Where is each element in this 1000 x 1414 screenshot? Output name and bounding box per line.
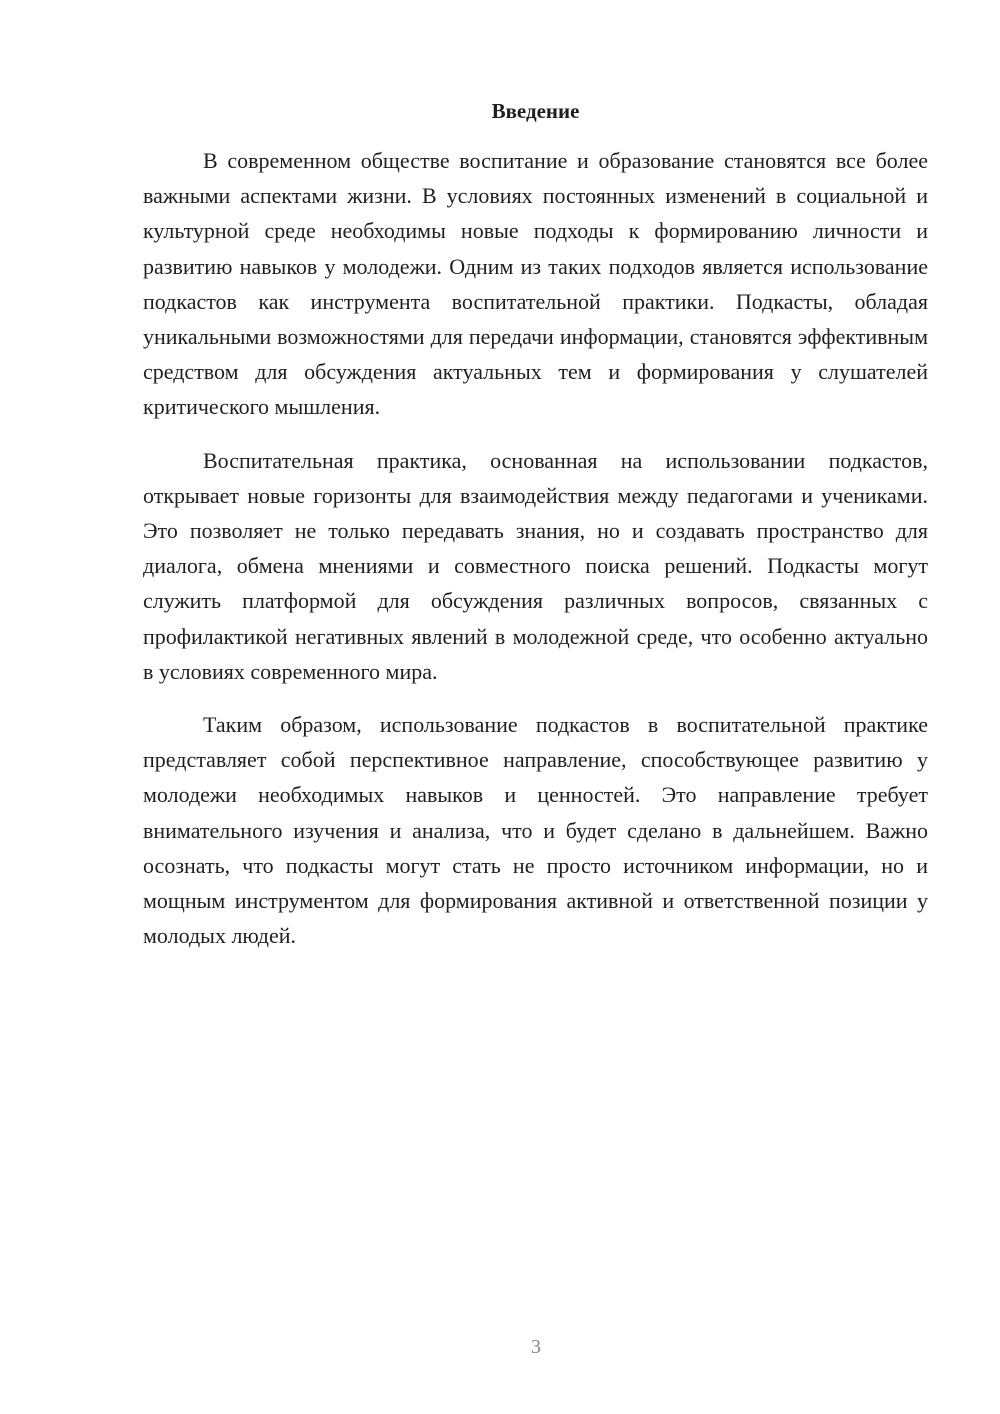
page-number: 3 [531,1336,541,1358]
paragraph-1: В современном обществе воспитание и образование становятся все более важными аспектами жизни. В условиях постоянных изменений в социальной и культурной среде необходимы новые подходы к формированию личности и развитию навыков у молодежи. Одним из таких подходов является использование подкастов как инструмента воспитательной практики. Подкасты, обладая уникальными возможностями для передачи информации, становятся эффективным средством для обсуждения актуальных тем и формирования у слушателей критического мышления. [143,148,928,420]
section-heading: Введение [491,99,580,123]
body-text [143,143,928,971]
paragraph-2: Воспитательная практика, основанная на использовании подкастов, открывает новые горизонты для взаимодействия между педагогами и учениками. Это позволяет не только передавать знания, но и создавать пространство для диалога, обмена мнениями и совместного поиска решений. Подкасты могут служить платформой для обсуждения различных вопросов, связанных с профилактикой негативных явлений в молодежной среде, что особенно актуально в условиях современного мира. [143,447,928,684]
paragraph-3: Таким образом, использование подкастов в воспитательной практике представляет собой перспективное направление, способствующее развитию у молодежи необходимых навыков и ценностей. Это направление требует внимательного изучения и анализа, что и будет сделано в дальнейшем. Важно осознать, что подкасты могут стать не просто источником информации, но и мощным инструментом для формирования активной и ответственной позиции у молодых людей. [143,712,928,949]
